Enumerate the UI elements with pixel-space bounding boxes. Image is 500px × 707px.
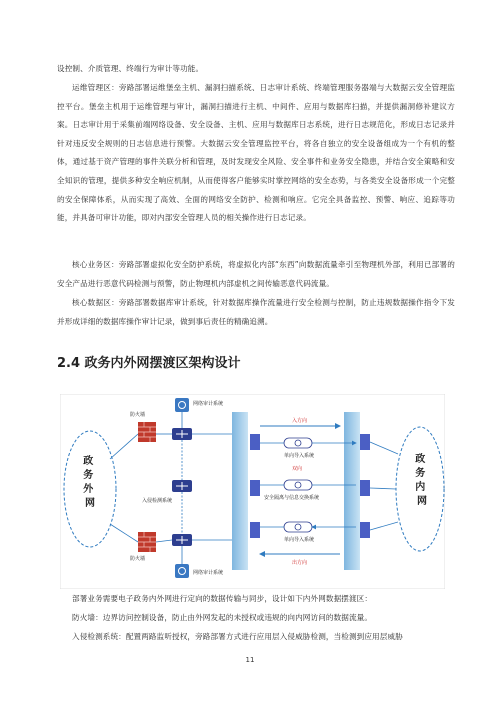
paragraph-firewall: 防火墙：边界访问控制设备，防止由外网发起的未授权或违规的向内网访问的数据流量。	[72, 613, 373, 622]
ids-label: 入侵检测系统	[142, 498, 173, 504]
right-cloud-label: 政 务 内 网	[415, 454, 427, 507]
switch-icon-bottom	[172, 534, 192, 546]
right-server-icons	[360, 434, 370, 538]
left-server-icons	[250, 434, 260, 538]
audit-system-icon-top	[175, 398, 189, 412]
firewall-label-top: 防火墙	[130, 412, 146, 418]
paragraph-ids: 入侵检测系统：配置两路监听授权，旁路部署方式进行应用层入侵威胁检测，当检测到应用层威胁	[72, 632, 403, 641]
firewall-icon-bottom	[138, 532, 156, 552]
one-way-import-label-bottom: 单向导入系统	[284, 537, 315, 543]
outbound-label: 出方向	[292, 560, 308, 566]
left-cloud-label: 政 务 外 网	[83, 456, 95, 509]
isolation-exchange-device	[284, 480, 312, 490]
switch-icon-top	[172, 428, 192, 440]
firewall-icon-top	[138, 422, 156, 442]
paragraph-ops-zone: 运维管理区：旁路部署运维堡垒主机、漏洞扫描系统、日志审计系统、终端管理服务器端与大数据云安全管理监控平台。堡垒主机用于运维管理与审计，漏洞扫描进行主机、中间件、应用与数据库扫描，并提供漏洞修补建议方案。日志审计用于采集前端网络设备、安全设备、主机、应用与数据库日志系统，进行日志规范化，形成日志记录并针对违反安全规则的日志信息进行预警。大数据云安全管理监控平台，将各自独立的安全设备组成为一个有机的整体，通过基于资产管理的事件关联分析和管理，及时发现安全风险、安全事件和业务安全隐患，并结合安全策略和安全知识的管理，提供多种安全响应机制，从而使得客户能够实时掌控网络的安全态势，与各类安全设备形成一个完整的安全保障体系，从而实现了高效、全面的网络安全防护、检测和响应。它完全具备监控、预警、响应、追踪等功能，并具备可审计功能，即对内部安全管理人员的相关操作进行日志记录。	[57, 83, 455, 223]
inbound-label: 入方向	[292, 418, 308, 424]
section-title: 2.4 政务内外网摆渡区架构设计	[57, 356, 241, 371]
paragraph-1: 设控制、介质管理、终端行为审计等功能。	[57, 64, 204, 73]
page-number: 11	[245, 656, 255, 664]
bidirectional-label: 双向	[292, 466, 303, 472]
paragraph-ferry-intro: 部署业务需要电子政务内外网进行定向的数据传输与同步，设计如下内外网数据摆渡区：	[72, 594, 373, 603]
firewall-label-bottom: 防火墙	[130, 556, 146, 562]
ids-icon	[172, 480, 192, 492]
outer-zone-panel	[232, 412, 248, 570]
one-way-import-device-bottom	[284, 522, 312, 532]
paragraph-core-data: 核心数据区：旁路部署数据库审计系统，针对数据库操作流量进行安全检测与控制，防止违规数据操作指令下发并形成详细的数据库操作审计记录，做到事后责任的精确追溯。	[57, 298, 455, 326]
isolation-exchange-label: 安全隔离与信息交换系统	[264, 495, 320, 501]
one-way-import-label-top: 单向导入系统	[284, 453, 315, 459]
architecture-diagram	[60, 394, 445, 589]
audit-label-bottom: 网络审计系统	[193, 570, 224, 576]
inner-zone-panel	[344, 412, 360, 570]
paragraph-core-business: 核心业务区：旁路部署虚拟化安全防护系统，将虚拟化内部“东西”向数据流量牵引至物理机外部，利用已部署的安全产品进行恶意代码检测与预警，防止物理机内部虚机之间传输恶意代码流量。	[57, 260, 455, 288]
audit-label-top: 网络审计系统	[193, 401, 224, 407]
audit-system-icon-bottom	[175, 564, 189, 578]
one-way-import-device-top	[284, 438, 312, 448]
